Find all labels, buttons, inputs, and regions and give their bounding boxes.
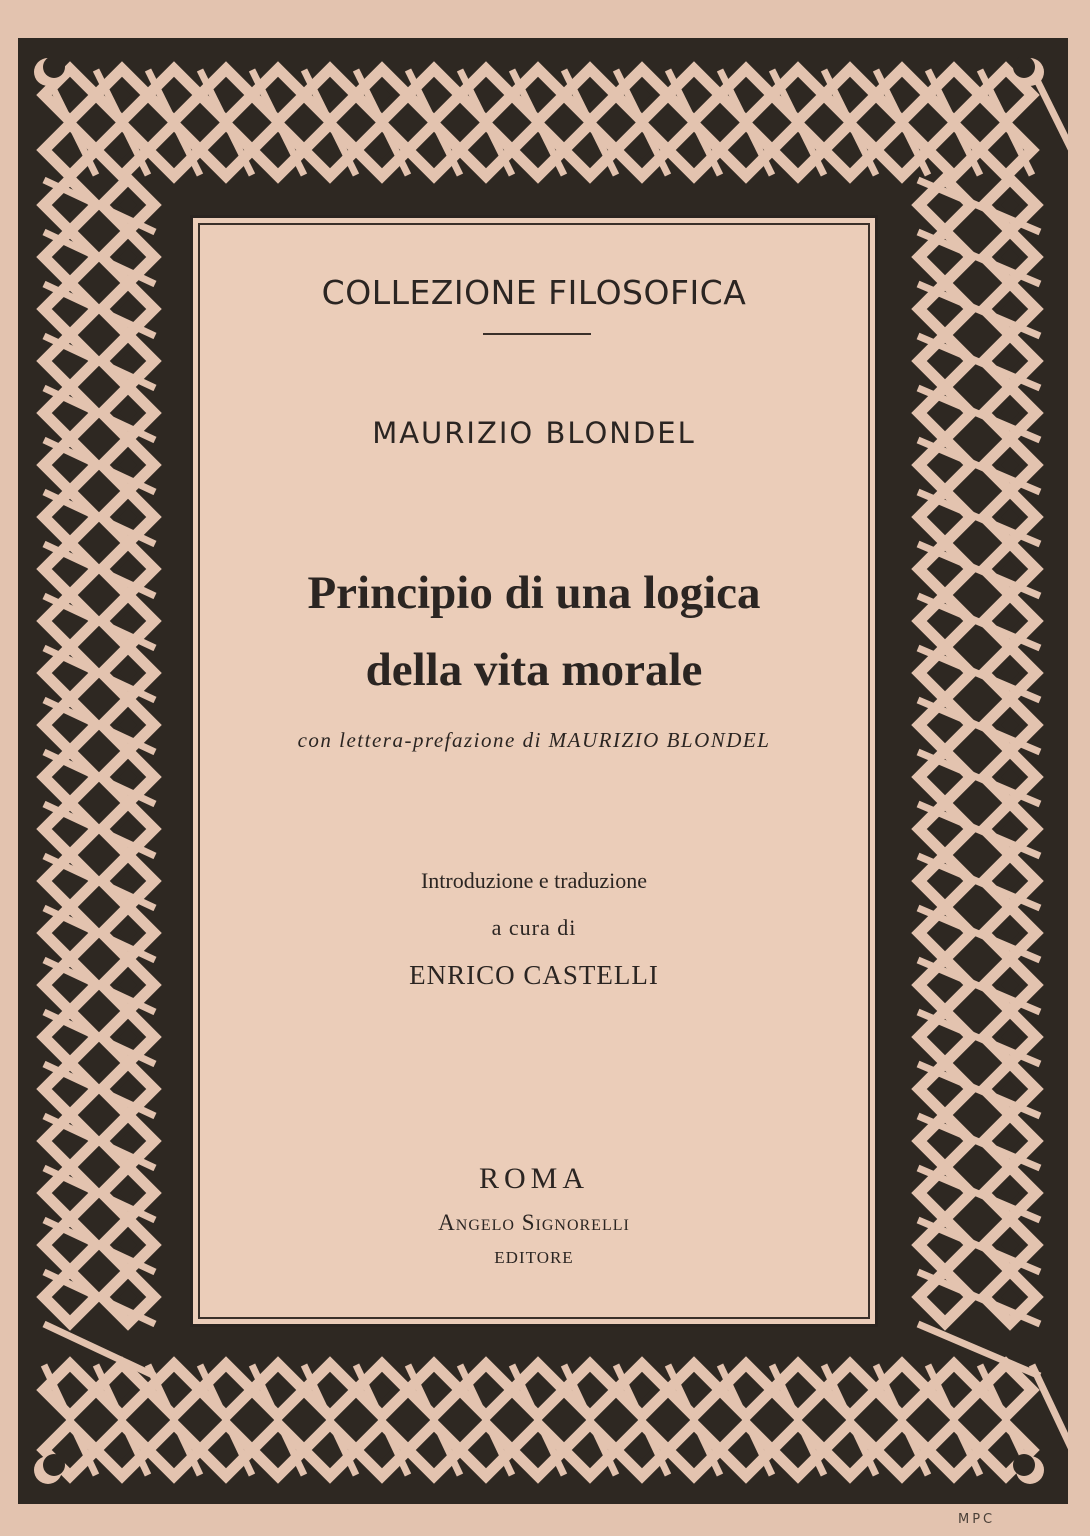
corner-crescent-cut <box>1013 1454 1035 1476</box>
intro-note: Introduzione e traduzione <box>420 868 647 893</box>
publisher-name: Angelo Signorelli <box>438 1210 630 1235</box>
book-title-line-2: della vita morale <box>365 644 703 696</box>
publisher-role: EDITORE <box>494 1248 574 1267</box>
corner-crescent-cut <box>1013 56 1035 78</box>
series-title: COLLEZIONE FILOSOFICA <box>321 273 747 312</box>
publication-city: ROMA <box>478 1162 589 1195</box>
author-name: MAURIZIO BLONDEL <box>372 416 696 450</box>
edited-by-label: a cura di <box>491 915 577 940</box>
corner-crescent-cut <box>43 1454 65 1476</box>
divider-rule <box>483 333 591 335</box>
translator-name: ENRICO CASTELLI <box>409 960 659 990</box>
corner-crescent-cut <box>43 56 65 78</box>
title-panel <box>190 215 878 1327</box>
artist-monogram: MPC <box>958 1512 996 1527</box>
book-title-line-1: Principio di una logica <box>307 567 761 619</box>
preface-note: con lettera-prefazione di MAURIZIO BLONDEL <box>297 728 771 752</box>
